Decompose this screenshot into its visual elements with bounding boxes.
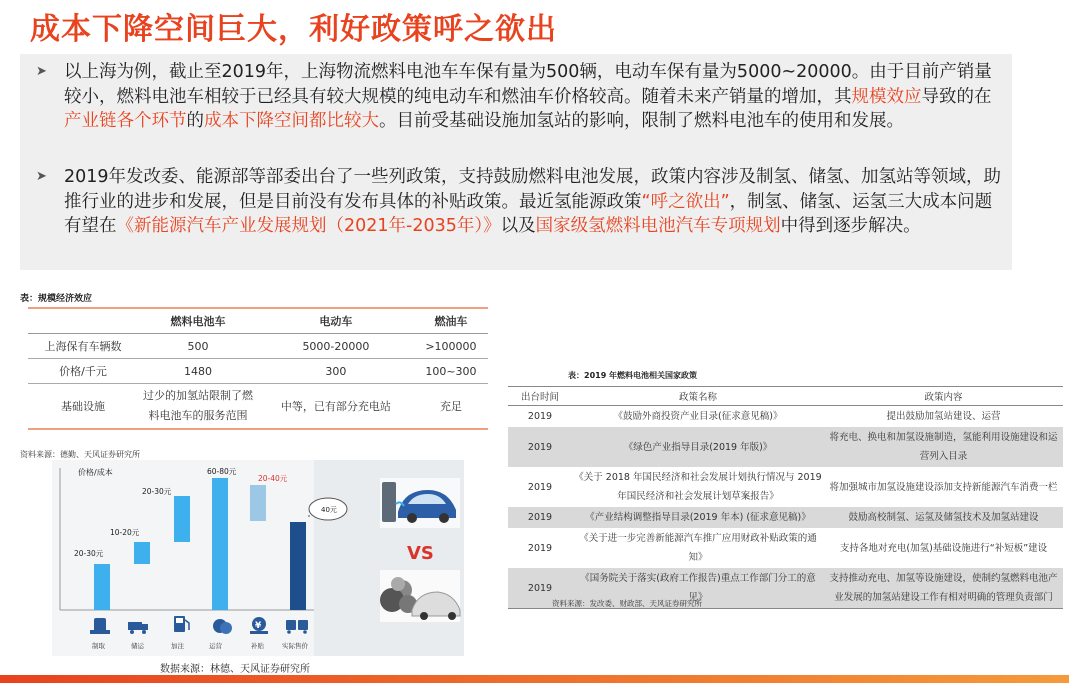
electric-car-image [380,478,460,528]
table-cell: 2019 [508,507,572,528]
table-cell: 上海保有车辆数 [28,334,138,359]
table-header: 燃料电池车 [138,308,258,334]
table-cell: 充足 [414,384,488,430]
bar-label: 10-20元 [110,528,140,537]
table-cell: >100000 [414,334,488,359]
table-cell: 过少的加氢站限制了燃料电池车的服务范围 [138,384,258,430]
table-header: 政策名称 [572,387,824,406]
table-cell: 100~300 [414,359,488,384]
table-cell: 2019 [508,427,572,467]
bullet-1 [38,60,1002,134]
bar-price [290,522,306,610]
icon-label: 加注 [171,642,184,650]
bar-label: 40元 [321,506,337,514]
table-cell: 《国务院关于落实(政府工作报告)重点工作部门分工的意见》 [572,568,824,609]
scale-economy-table [28,307,488,430]
bar-label: 20-30元 [74,549,104,558]
icon-label: 补贴 [251,642,264,650]
table-cell: 5000-20000 [258,334,414,359]
highlight-text: 产业链各个环节 [64,111,187,131]
table-row [508,406,1063,428]
table-cell: 2019 [527,542,553,554]
table-row [508,427,1063,467]
chart-source: 数据来源：林德、天风证券研究所 [160,664,310,675]
table-row [28,384,488,430]
table-cell: 2019 [527,411,553,422]
table-row [28,359,488,384]
highlight-text: 国家级氢燃料电池汽车专项规划 [535,216,781,236]
bullet-text: 以上海为例，截止至2019年，上海物流燃料电池车车保有量为500辆，电动车保有量为5000~20000。由于目前产销量较小，燃料电池车相较于已经具有较大规模的纯电动车和燃油车价格较高。随着未来产销量的增加，其 [64,62,992,107]
table-cell: 支持推动充电、加氢等设施建设，使制约氢燃料电池产业发展的加氢站建设工作有相对明确的管理负责部门 [824,568,1063,609]
y-axis-label: 价格/成本 [78,468,113,477]
table-cell: 基础设施 [28,384,138,430]
table-cell: 支持各地对充电(加氢)基础设施进行“补短板”建设 [839,542,1048,554]
icon-label: 实际售价 [282,642,308,650]
table-row [508,528,1063,568]
bar-subsidy [250,485,266,521]
icon-label: 运营 [209,642,222,650]
highlight-text: 《新能源汽车产业发展规划（2021年-2035年）》 [116,216,501,236]
table-header: 出台时间 [508,387,572,406]
table-header: 燃油车 [414,308,488,334]
icon-label: 制取 [92,642,105,650]
arrow-bullet-icon: ➤ [36,64,47,79]
bullet-text: 以及 [500,216,536,236]
bar-refuel [174,496,190,542]
table-header [28,308,138,334]
page-title: 成本下降空间巨大，利好政策呼之欲出 [30,12,557,47]
bar-label: 20-40元 [258,474,288,483]
bullet-text: 导致的在 [921,86,992,107]
table-cell: 提出鼓励加氢站建设、运营 [886,411,1001,422]
highlight-text: 规模效应 [851,86,922,107]
bullet-text: 的 [186,111,204,131]
bullet-text: 。目前受基础设施加氢站的影响，限制了燃料电池车的使用和发展。 [379,111,904,131]
footer-bar [0,675,1069,683]
table-row [508,507,1063,528]
bar-label: 20-30元 [142,487,172,496]
table-cell: 1480 [138,359,258,384]
arrow-bullet-icon: ➤ [36,169,47,184]
table-cell: 将充电、换电和加氢设施制造，氢能利用设施建设和运营列入目录 [824,427,1063,467]
svg-text:¥: ¥ [255,621,262,631]
table-row [28,334,488,359]
table2-caption: 表：2019 年燃料电池相关国家政策 [568,371,698,380]
table-cell: 中等，已有部分充电站 [258,384,414,430]
policy-table [508,386,1063,609]
table-cell: 鼓励高校制氢、运氢及储氢技术及加氢站建设 [824,507,1063,528]
highlight-text: “呼之欲出” [641,191,730,212]
cost-chart [52,460,464,656]
highlight-text: 成本下降空间都比较大 [204,111,379,131]
vs-label: VS [407,543,434,564]
table-cell: 500 [138,334,258,359]
table-cell: 价格/千元 [28,359,138,384]
bar-label: 60-80元 [207,467,237,476]
bullet-text: 2019年发改委、能源部等部委出台了一些列政策，支持鼓励燃料电池发展，政策内容涉及制氢、储氢、加氢站等领域，助推行业的进步和发展，但是目前没有发布具体的补贴政策。最近氢能源政策 [64,167,1002,212]
bullet-text: 中得到逐步解决。 [780,216,921,236]
bar-storage [134,542,150,564]
table-cell: 《关于 2018 年国民经济和社会发展计划执行情况与 2019 年国民经济和社会发展计划草案报告》 [574,472,822,502]
table-cell: 300 [258,359,414,384]
table1-caption: 表：规模经济效应 [20,294,93,304]
table-cell: 《绿色产业指导目录(2019 年版)》 [572,427,824,467]
table-header: 电动车 [258,308,414,334]
table-cell: 《产业结构调整指导目录(2019 年本) (征求意见稿)》 [572,507,824,528]
table-cell: 将加强城市加氢设施建设添加支持新能源汽车消费一栏 [829,481,1058,493]
table-row [508,467,1063,507]
table-cell: 2019 [527,481,553,493]
bullet-text: ，制氢、储氢、运氢三大成本问题有望在 [64,191,993,236]
table-cell: 2019 [508,568,572,609]
table-header: 政策内容 [824,387,1063,406]
table-cell: 《鼓励外商投资产业目录(征求意见稿)》 [613,411,783,422]
table2-source: 资料来源：发改委、财政部、天风证券研究所 [552,599,702,608]
exhaust-car-image [380,570,460,622]
bullet-2 [38,165,1002,239]
summary-box [20,54,1012,270]
bar-production [94,564,110,610]
bar-operation [212,478,228,610]
table-cell: 《关于进一步完善新能源汽车推广应用财政补贴政策的通知》 [579,533,817,563]
table1-source: 资料来源：德勤、天风证券研究所 [20,450,140,459]
icon-label: 储运 [131,642,144,650]
